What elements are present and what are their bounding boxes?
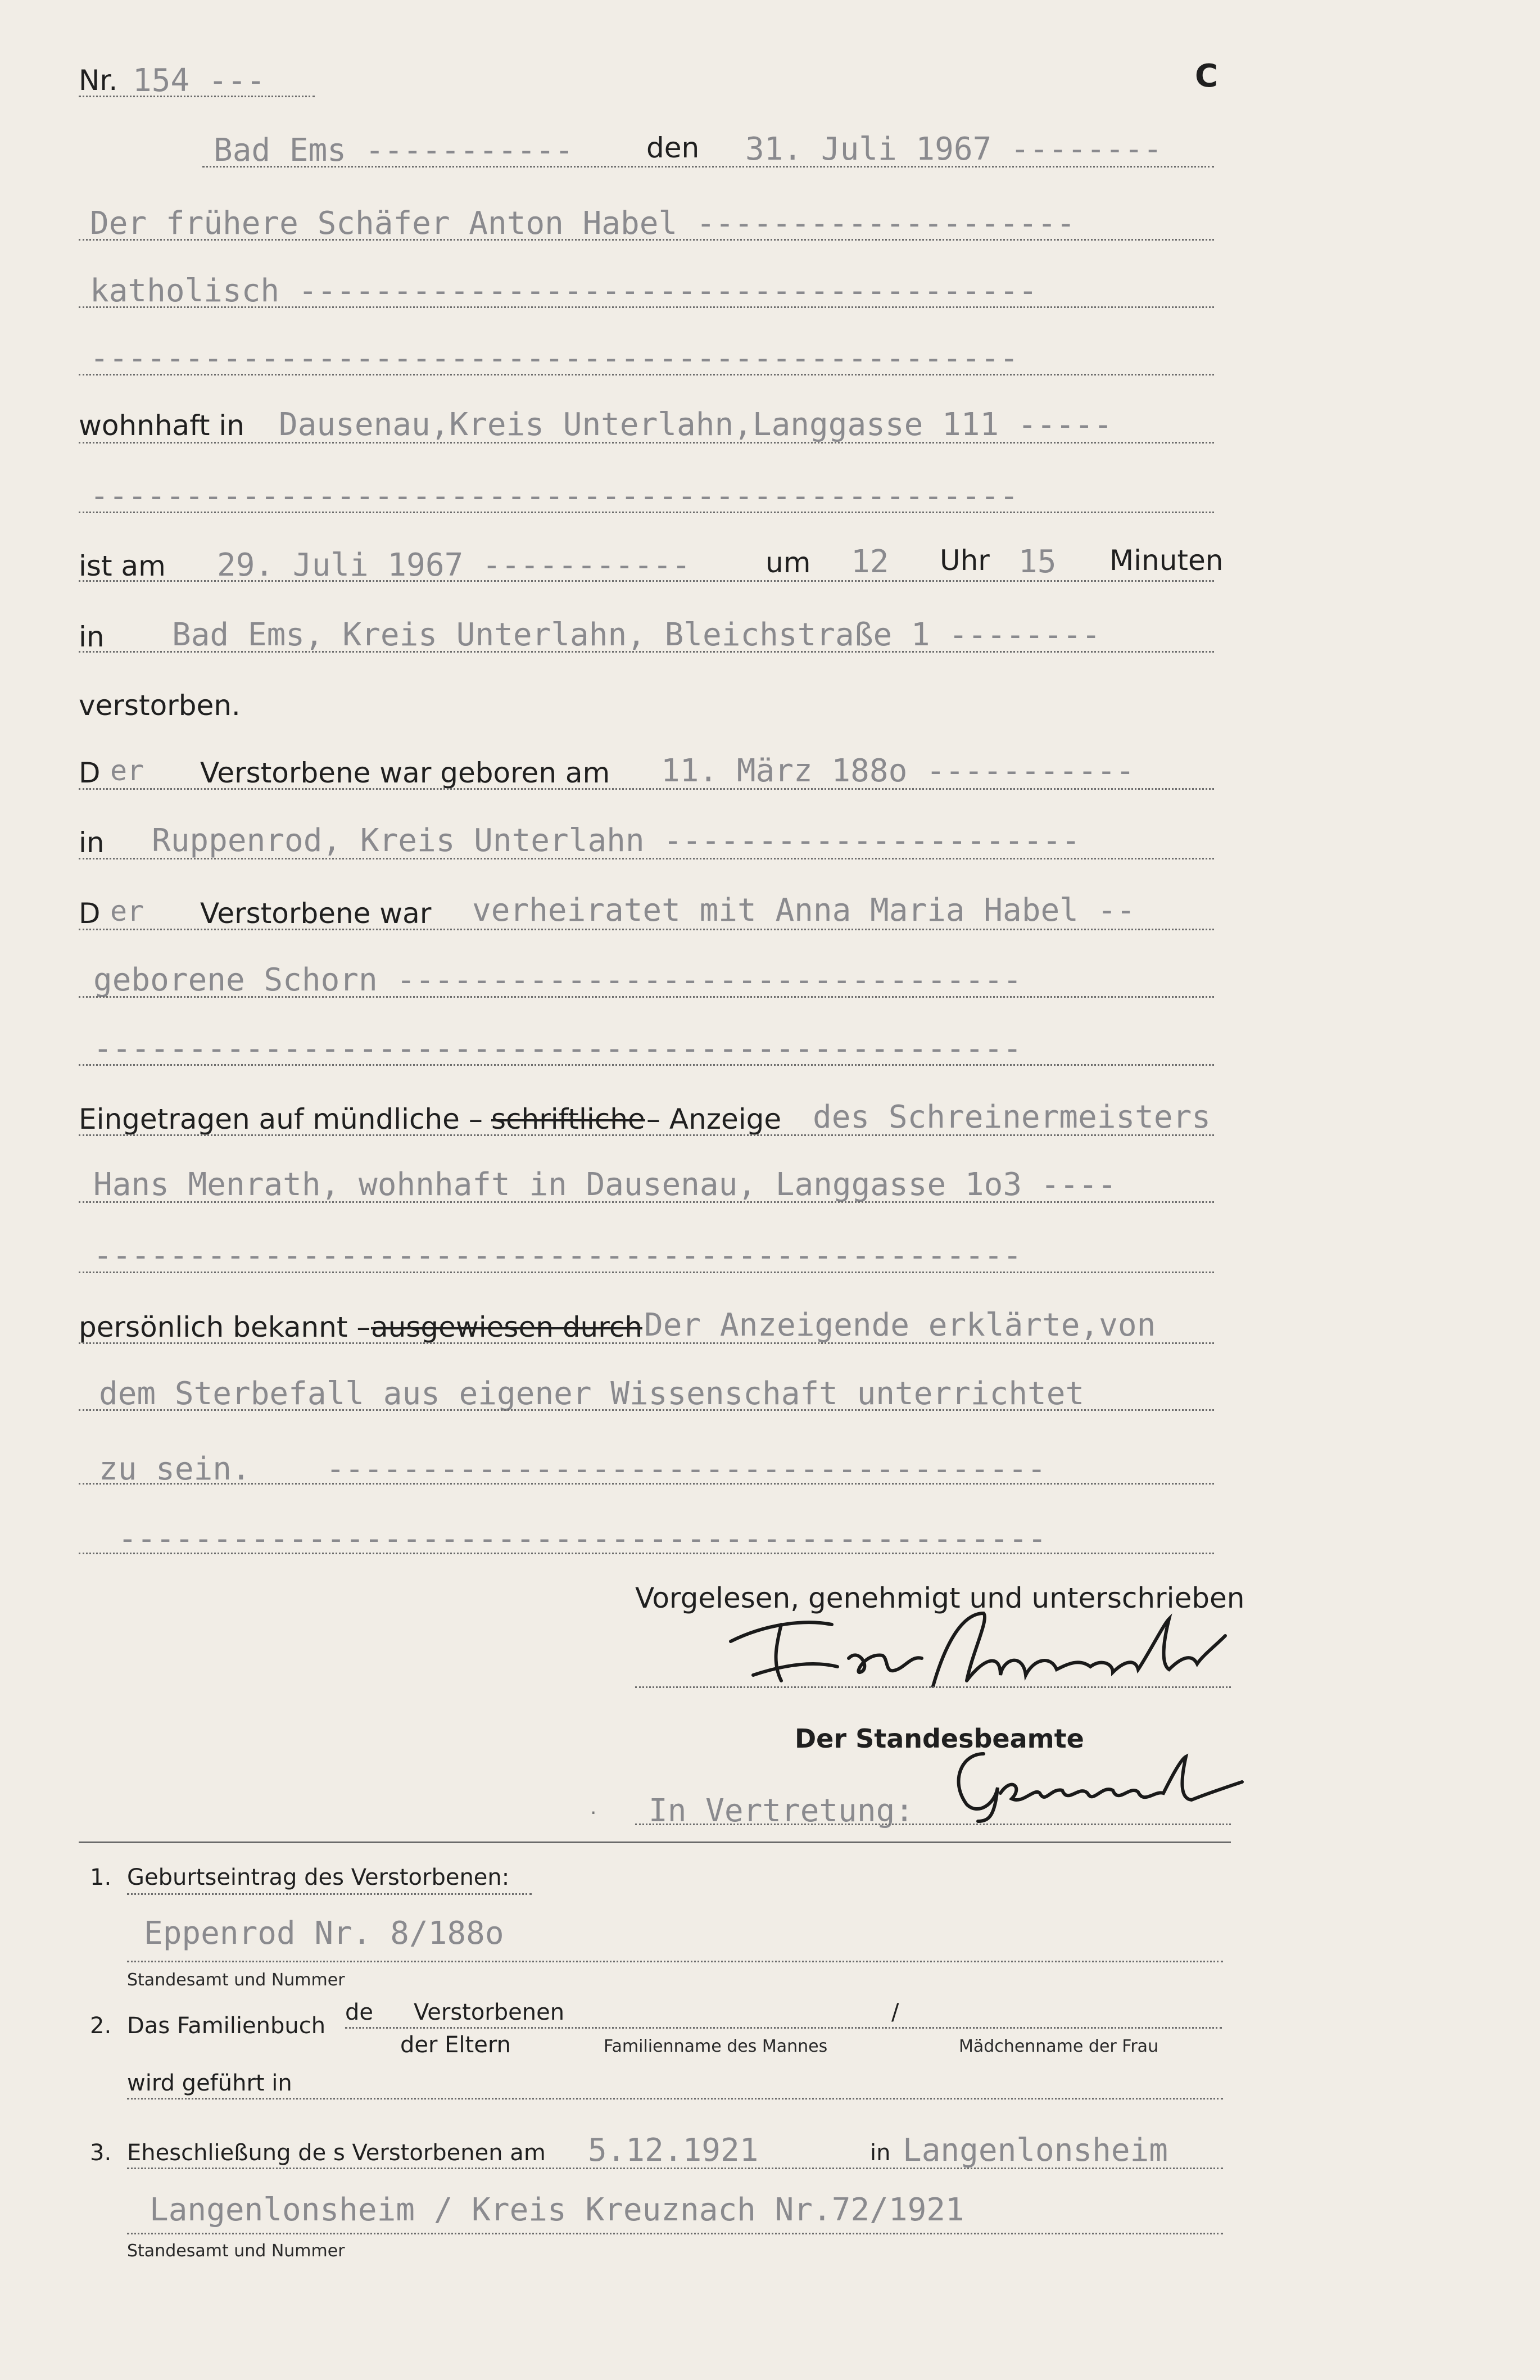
um-label: um [766, 546, 811, 579]
note-3-in: in [870, 2140, 891, 2166]
deceased-name: Der frühere Schäfer Anton Habel -------------------- [90, 205, 1076, 242]
identification-label-pre: persönlich bekannt – [79, 1311, 371, 1343]
note-1-number: 1. [90, 1865, 112, 1890]
wohnhaft-label: wohnhaft in [79, 409, 244, 442]
dotted-line [79, 858, 1214, 859]
note-2-number: 2. [90, 2013, 112, 2039]
declaration-line-2: dem Sterbefall aus eigener Wissenschaft unterrichtet [99, 1375, 1085, 1412]
dotted-line [79, 580, 1214, 582]
note-1-label: Geburtseintrag des Verstorbenen: [127, 1865, 510, 1890]
marriage-place: Langenlonsheim [903, 2132, 1168, 2169]
in-vertretung: In Vertretung: [649, 1793, 914, 1829]
status-label: Verstorbene war [200, 897, 432, 930]
gender-suffix: er [110, 895, 144, 927]
marriage-entry: Langenlonsheim / Kreis Kreuznach Nr.72/1921 [150, 2192, 964, 2228]
note-1-caption: Standesamt und Nummer [127, 1970, 345, 1990]
form-letter: C [1195, 58, 1219, 94]
note-2-husband-caption: Familienname des Mannes [604, 2037, 828, 2056]
uhr-label: Uhr [940, 544, 990, 577]
den-label: den [646, 132, 700, 164]
dotted-line [79, 788, 1214, 790]
birth-entry: Eppenrod Nr. 8/188o [144, 1915, 504, 1952]
dotted-line [127, 1893, 532, 1895]
informant-signature [719, 1602, 1248, 1703]
blank-dashes: -------------------------------------- [326, 1451, 1047, 1487]
ist-am-label: ist am [79, 550, 166, 582]
note-2-verstorbenen: Verstorbenen [414, 1999, 565, 2025]
note-2-slash: / [891, 1999, 899, 2025]
dotted-line [79, 512, 1214, 513]
note-2-eltern: der Eltern [400, 2032, 511, 2058]
vorgelesen-text: Vorgelesen, genehmigt und unterschrieben [635, 1582, 1245, 1614]
marriage-date: 5.12.1921 [588, 2132, 759, 2169]
declaration-line-3: zu sein. [99, 1451, 251, 1487]
in-label: in [79, 826, 105, 859]
signature-dotted-line [635, 1686, 1231, 1688]
dotted-line [79, 306, 1214, 308]
registration-label-post: – Anzeige [646, 1103, 782, 1135]
registration-date: 31. Juli 1967 -------- [745, 131, 1162, 168]
dotted-line [79, 1064, 1214, 1066]
registration-label-pre: Eingetragen auf mündliche – [79, 1103, 483, 1135]
dotted-line [79, 996, 1214, 998]
dotted-line [127, 2168, 1223, 2169]
spouse-maiden-name: geborene Schorn --------------------------------- [93, 962, 1022, 998]
dotted-line [79, 442, 1214, 444]
dotted-line [79, 1553, 1214, 1554]
dotted-line [127, 2233, 1223, 2234]
death-minute: 15 [1018, 544, 1057, 580]
death-hour: 12 [851, 544, 889, 580]
dotted-line [127, 2098, 1223, 2100]
note-3-caption: Standesamt und Nummer [127, 2241, 345, 2261]
dotted-line [127, 1961, 1223, 1962]
note-3-number: 3. [90, 2140, 112, 2166]
entry-number: 154 --- [133, 62, 266, 99]
registration-label-struck: schriftliche [491, 1103, 645, 1135]
informant-title: des Schreinermeisters [813, 1099, 1211, 1135]
standesbeamte-label: Der Standesbeamte [795, 1723, 1084, 1754]
dotted-line [79, 1483, 1214, 1485]
registration-place: Bad Ems ----------- [214, 132, 574, 169]
nr-label: Nr. [79, 64, 118, 97]
note-3-label: Eheschließung de s Verstorbenen am [127, 2140, 546, 2166]
dotted-line [79, 1134, 1214, 1136]
religion: katholisch --------------------------------------- [90, 273, 1038, 309]
marital-status: verheiratet mit Anna Maria Habel -- [472, 892, 1136, 929]
death-place: Bad Ems, Kreis Unterlahn, Bleichstraße 1 -------- [172, 617, 1101, 653]
blank-dashes: ------------------------------------------------- [118, 1521, 1047, 1557]
dotted-line [79, 1409, 1214, 1411]
informant-name: Hans Menrath, wohnhaft in Dausenau, Langgasse 1o3 ---- [93, 1166, 1117, 1203]
dotted-line [79, 1342, 1214, 1344]
blank-dashes: ------------------------------------------------- [90, 340, 1019, 377]
verstorben-label: verstorben. [79, 689, 241, 722]
blank-dashes: ------------------------------------------------- [93, 1237, 1022, 1274]
birth-date: 11. März 188o ----------- [661, 753, 1135, 789]
note-2-label: Das Familienbuch [127, 2013, 326, 2039]
d-prefix: D [79, 897, 101, 930]
dotted-line [79, 929, 1214, 930]
signature-dotted-line [635, 1824, 1231, 1825]
born-label: Verstorbene war geboren am [200, 757, 610, 789]
section-divider [79, 1841, 1231, 1843]
dotted-line [79, 374, 1214, 375]
gender-suffix: er [110, 754, 144, 787]
dotted-line [345, 2027, 1222, 2029]
note-2-de: de [345, 1999, 373, 2025]
dotted-line [79, 651, 1214, 653]
dotted-line [79, 96, 315, 97]
blank-dashes: ------------------------------------------------- [90, 478, 1019, 514]
dotted-line [79, 239, 1214, 241]
dot-mark: · [590, 1802, 597, 1825]
blank-dashes: ------------------------------------------------- [93, 1030, 1022, 1067]
residence-address: Dausenau,Kreis Unterlahn,Langgasse 111 ----- [279, 406, 1113, 443]
dotted-line [202, 166, 1214, 168]
registrar-signature [944, 1737, 1248, 1827]
d-prefix: D [79, 757, 101, 789]
note-2-wife-caption: Mädchenname der Frau [959, 2037, 1159, 2056]
dotted-line [79, 1201, 1214, 1203]
declaration-line-1: Der Anzeigende erklärte,von [644, 1307, 1156, 1343]
minuten-label: Minuten [1109, 544, 1224, 577]
birth-place: Ruppenrod, Kreis Unterlahn ---------------------- [152, 822, 1081, 859]
in-label: in [79, 621, 105, 653]
dotted-line [79, 1272, 1214, 1273]
note-2-wird: wird geführt in [127, 2070, 292, 2096]
identification-label-struck: ausgewiesen durch [371, 1311, 642, 1343]
death-date: 29. Juli 1967 ----------- [217, 547, 691, 583]
